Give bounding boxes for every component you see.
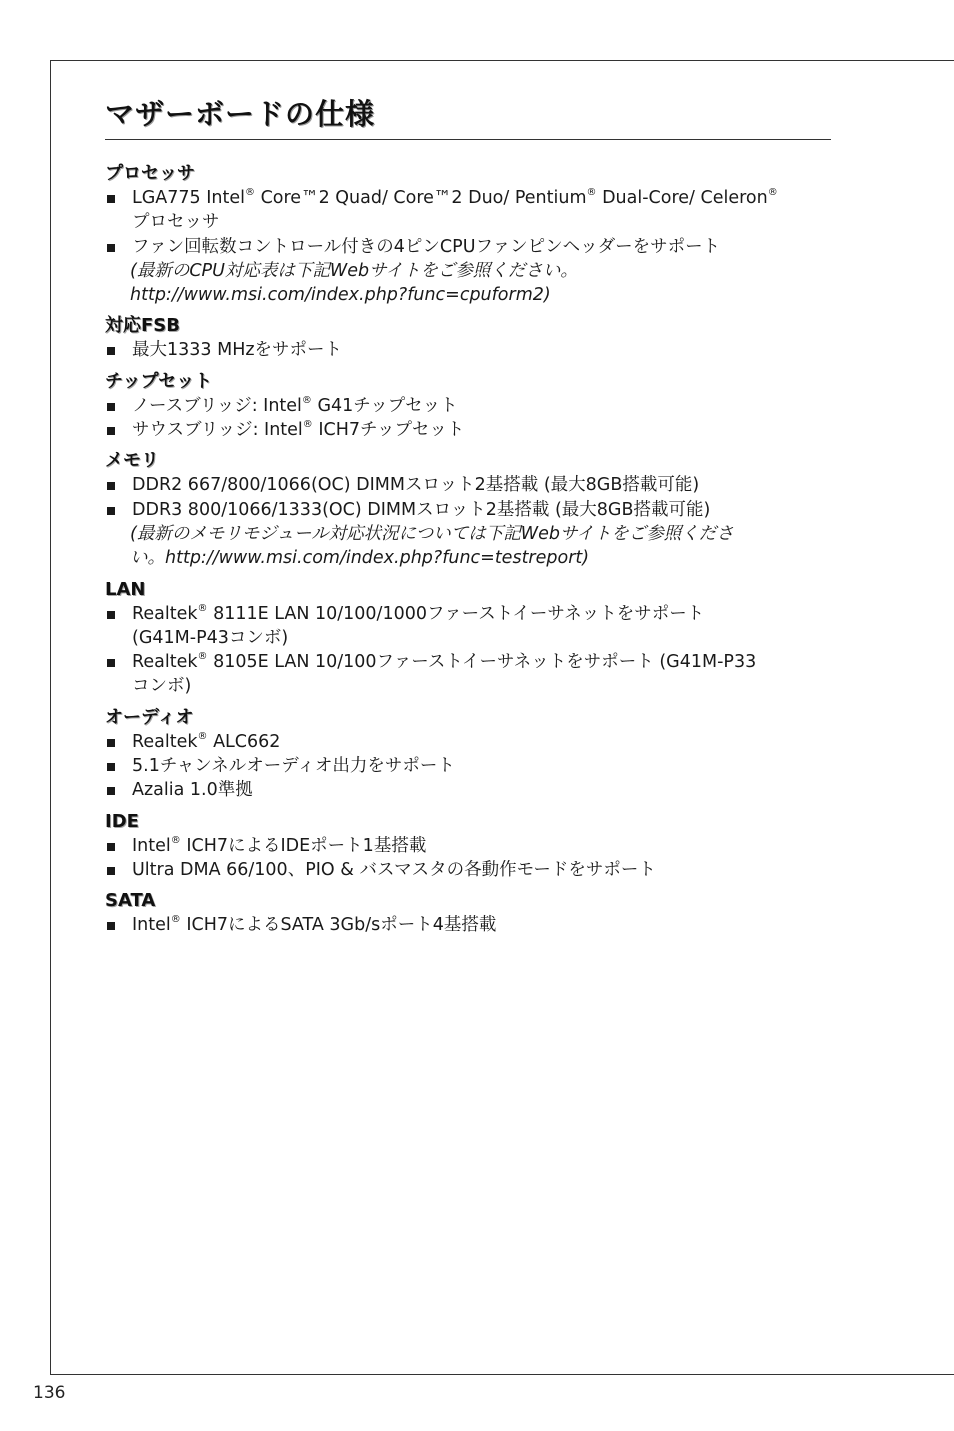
bullet-icon <box>107 244 115 252</box>
list-item: 最大1333 MHzをサポート <box>105 338 831 362</box>
frame-left-rule <box>50 60 51 1374</box>
list-item: Intel® ICH7によるIDEポート1基搭載 <box>105 834 831 858</box>
section-chipset <box>105 370 831 443</box>
list-item: Ultra DMA 66/100、PIO & バスマスタの各動作モードをサポート <box>105 858 831 882</box>
bullet-icon <box>107 347 115 355</box>
list-item: ノースブリッジ: Intel® G41チップセット <box>105 394 831 418</box>
list-item: LGA775 Intel® Core™2 Quad/ Core™2 Duo/ Pentium® Dual-Core/ Celeron® プロセッサ <box>105 186 831 235</box>
section-audio <box>105 706 831 803</box>
bullet-icon <box>107 507 115 515</box>
section-heading: オーディオ <box>105 706 194 728</box>
list-item: Realtek® 8111E LAN 10/100/1000ファーストイーサネットをサポート (G41M-P43コンボ) <box>105 602 831 651</box>
list-item: サウスブリッジ: Intel® ICH7チップセット <box>105 418 831 442</box>
section-heading: 対応FSB <box>105 315 180 337</box>
spec-content <box>105 92 831 945</box>
bullet-icon <box>107 763 115 771</box>
list-item: 5.1チャンネルオーディオ出力をサポート <box>105 754 831 778</box>
frame-bottom-rule <box>50 1374 954 1375</box>
bullet-icon <box>107 195 115 203</box>
section-memory <box>105 449 831 570</box>
bullet-icon <box>107 427 115 435</box>
bullet-icon <box>107 611 115 619</box>
bullet-icon <box>107 922 115 930</box>
list-item: Azalia 1.0準拠 <box>105 778 831 802</box>
list-item: Intel® ICH7によるSATA 3Gb/sポート4基搭載 <box>105 913 831 937</box>
section-heading: LAN <box>105 578 146 600</box>
cpu-support-note: (最新のCPU対応表は下記Webサイトをご参照ください。 <box>130 260 578 281</box>
section-ide <box>105 810 831 883</box>
bullet-icon <box>107 659 115 667</box>
section-heading: チップセット <box>105 370 213 392</box>
list-item: Realtek® ALC662 <box>105 730 831 754</box>
memory-support-note: (最新のメモリモジュール対応状況については下記Webサイトをご参照くださ <box>130 523 734 544</box>
list-item: DDR3 800/1066/1333(OC) DIMMスロット2基搭載 (最大8GB搭載可能) <box>105 498 831 522</box>
section-lan <box>105 578 831 699</box>
section-heading: IDE <box>105 810 139 832</box>
bullet-icon <box>107 482 115 490</box>
section-fsb <box>105 314 831 362</box>
bullet-icon <box>107 843 115 851</box>
bullet-icon <box>107 403 115 411</box>
bullet-icon <box>107 787 115 795</box>
section-heading: メモリ <box>105 450 159 472</box>
list-item: DDR2 667/800/1066(OC) DIMMスロット2基搭載 (最大8GB搭載可能) <box>105 473 831 497</box>
page-title: マザーボードの仕様 <box>105 92 831 140</box>
page-number: 136 <box>33 1383 66 1403</box>
list-item: ファン回転数コントロール付きの4ピンCPUファンピンヘッダーをサポート <box>105 235 831 259</box>
section-sata <box>105 889 831 937</box>
memory-support-url: い。http://www.msi.com/index.php?func=testreport) <box>130 548 590 569</box>
section-heading: プロセッサ <box>105 163 195 184</box>
frame-top-rule <box>50 60 954 61</box>
section-cpu <box>105 162 831 307</box>
section-heading: SATA <box>105 890 156 912</box>
cpu-support-url: http://www.msi.com/index.php?func=cpuform2) <box>130 285 551 306</box>
bullet-icon <box>107 867 115 875</box>
bullet-icon <box>107 739 115 747</box>
list-item: Realtek® 8105E LAN 10/100ファーストイーサネットをサポート (G41M-P33 コンボ) <box>105 650 831 699</box>
